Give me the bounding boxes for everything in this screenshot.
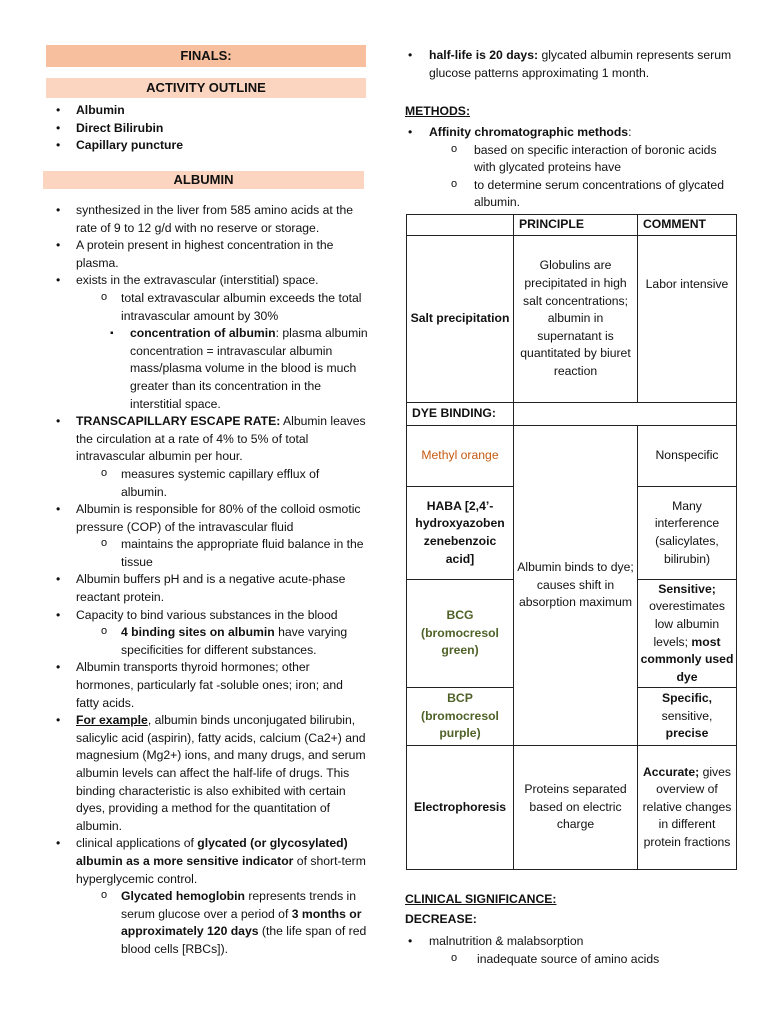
table-row bbox=[407, 746, 737, 870]
list-item: • synthesized in the liver from 585 amino acids at the rate of 9 to 12 g/d with no reserve or storage. bbox=[42, 202, 368, 237]
comment-electrophoresis: Accurate; gives overview of relative changes in different protein fractions bbox=[638, 746, 737, 870]
method-salt-precipitation: Salt precipitation bbox=[407, 236, 514, 403]
principle-dye-binding: Albumin binds to dye; causes shift in absorption maximum bbox=[514, 426, 638, 746]
list-item: • Capillary puncture bbox=[42, 137, 367, 155]
method-electrophoresis: Electrophoresis bbox=[407, 746, 514, 870]
comment-haba: Many interference (salicylates, bilirubin) bbox=[638, 487, 737, 580]
method-bcg: BCG (bromocresol green) bbox=[407, 580, 514, 688]
table-row bbox=[407, 236, 737, 403]
list-item: o maintains the appropriate fluid balance in the tissue bbox=[42, 536, 368, 571]
list-item: • Albumin transports thyroid hormones; other hormones, particularly fat -soluble ones; iron; and fatty acids. bbox=[42, 659, 368, 712]
list-item: o total extravascular albumin exceeds the total intravascular amount by 30% bbox=[42, 290, 368, 325]
list-item: ▪ concentration of albumin: plasma albumin concentration = intravascular albumin mass/plasma volume in the blood is much greater than its concentration in the interstitial space. bbox=[42, 325, 368, 413]
methods-heading: METHODS: bbox=[405, 104, 470, 118]
table-header-blank bbox=[407, 215, 514, 236]
activity-outline-label: ACTIVITY OUTLINE bbox=[146, 80, 266, 95]
list-item: • half-life is 20 days: glycated albumin represents serum glucose patterns approximating 1 month. bbox=[405, 47, 737, 82]
albumin-section-banner bbox=[43, 171, 364, 189]
comment-bcp: Specific, sensitive, precise bbox=[638, 688, 737, 746]
list-item: • For example, albumin binds unconjugated bilirubin, salicylic acid (aspirin), fatty acids, calcium (Ca2+) and magnesium (Mg2+) ions, and many drugs, and serum albumin levels can affect the half-life of drugs. This binding characteristic is also exhibited with certain dyes, providing a method for the quantitation of albumin. bbox=[42, 712, 368, 835]
list-item: • Albumin is responsible for 80% of the colloid osmotic pressure (COP) of the intravascular fluid bbox=[42, 501, 368, 536]
principle-electrophoresis: Proteins separated based on electric charge bbox=[514, 746, 638, 870]
comment-methyl-orange: Nonspecific bbox=[638, 426, 737, 487]
methods-list bbox=[405, 124, 737, 212]
list-item: o to determine serum concentrations of glycated albumin. bbox=[405, 177, 737, 212]
list-item: o measures systemic capillary efflux of albumin. bbox=[42, 466, 368, 501]
table-header-comment: COMMENT bbox=[638, 215, 737, 236]
list-item: • A protein present in highest concentration in the plasma. bbox=[42, 237, 368, 272]
albumin-methods-table bbox=[406, 214, 737, 870]
list-item: • exists in the extravascular (interstitial) space. bbox=[42, 272, 368, 290]
finals-banner bbox=[46, 45, 366, 67]
table-header-principle: PRINCIPLE bbox=[514, 215, 638, 236]
list-item: • Capacity to bind various substances in the blood bbox=[42, 607, 368, 625]
albumin-section-title: ALBUMIN bbox=[173, 172, 234, 187]
list-item: o Glycated hemoglobin represents trends in serum glucose over a period of 3 months or approximately 120 days (the life span of red blood cells [RBCs]). bbox=[42, 888, 368, 958]
decrease-list bbox=[405, 933, 737, 968]
list-item: • Affinity chromatographic methods: bbox=[405, 124, 737, 142]
list-item: • Albumin buffers pH and is a negative acute-phase reactant protein. bbox=[42, 571, 368, 606]
comment-salt: Labor intensive bbox=[638, 236, 737, 403]
list-item: • malnutrition & malabsorption bbox=[405, 933, 737, 951]
list-item: • clinical applications of glycated (or glycosylated) albumin as a more sensitive indicator of short-term hyperglycemic control. bbox=[42, 835, 368, 888]
dye-binding-blank bbox=[514, 403, 737, 426]
activity-outline-banner bbox=[46, 78, 366, 98]
method-bcp: BCP (bromocresol purple) bbox=[407, 688, 514, 746]
list-item: o based on specific interaction of boronic acids with glycated proteins have bbox=[405, 142, 737, 177]
list-item: • Albumin bbox=[42, 102, 367, 120]
finals-label: FINALS: bbox=[180, 48, 232, 63]
method-methyl-orange: Methyl orange bbox=[407, 426, 514, 487]
clinical-significance-heading: CLINICAL SIGNIFICANCE: bbox=[405, 892, 557, 906]
list-item: o 4 binding sites on albumin have varying specificities for different substances. bbox=[42, 624, 368, 659]
table-header-row bbox=[407, 215, 737, 236]
dye-binding-label: DYE BINDING: bbox=[407, 403, 514, 426]
decrease-heading: DECREASE: bbox=[405, 912, 477, 926]
albumin-notes bbox=[42, 202, 368, 959]
comment-bcg: Sensitive; overestimates low albumin levels; most commonly used dye bbox=[638, 580, 737, 688]
list-item: • TRANSCAPILLARY ESCAPE RATE: Albumin leaves the circulation at a rate of 4% to 5% of total intravascular albumin per hour. bbox=[42, 413, 368, 466]
outline-list bbox=[42, 102, 367, 155]
table-row bbox=[407, 426, 737, 487]
table-row bbox=[407, 403, 737, 426]
half-life-notes bbox=[405, 47, 737, 82]
list-item: o inadequate source of amino acids bbox=[405, 951, 737, 969]
method-haba: HABA [2,4’-hydroxyazoben zenebenzoic acid] bbox=[407, 487, 514, 580]
principle-salt: Globulins are precipitated in high salt concentrations; albumin in supernatant is quantitated by biuret reaction bbox=[514, 236, 638, 403]
list-item: • Direct Bilirubin bbox=[42, 120, 367, 138]
